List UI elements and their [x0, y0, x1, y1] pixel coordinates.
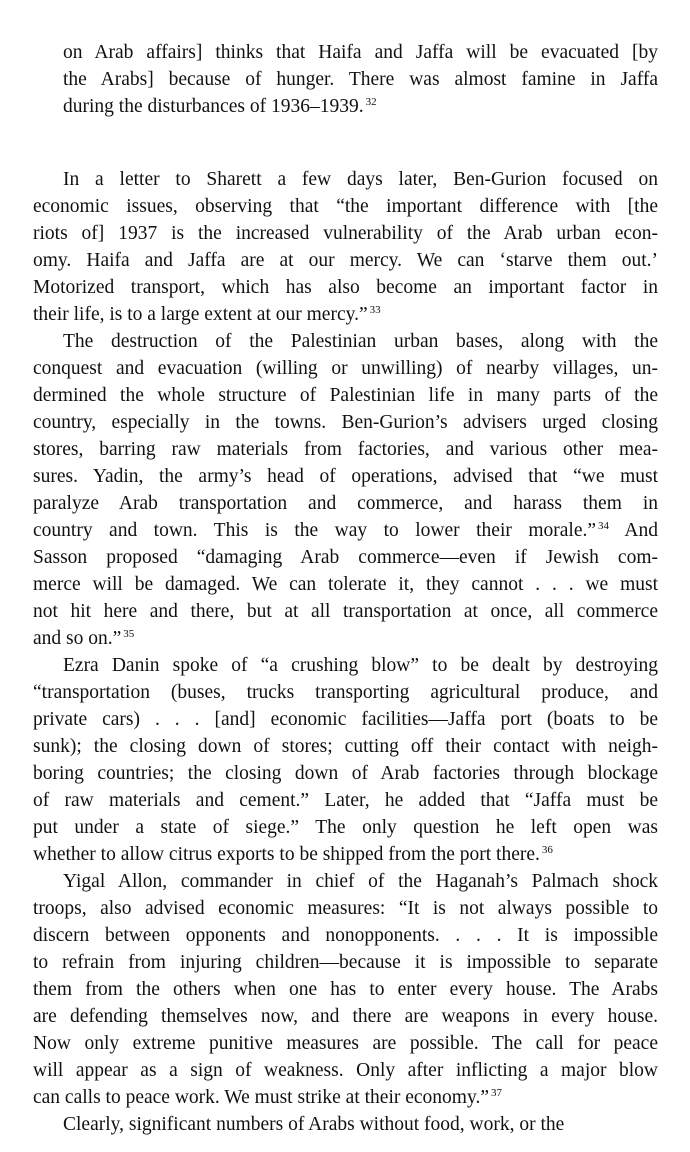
- text-line: [33, 814, 658, 841]
- text-line: [33, 247, 658, 274]
- text-line: [33, 274, 658, 301]
- footnote-marker: 37: [490, 1087, 502, 1099]
- line-text: on Arab affairs] thinks that Haifa and Jaffa will be evacuated [by: [63, 42, 658, 63]
- line-text: omy. Haifa and Jaffa are at our mercy. We can ‘starve them out.’: [33, 250, 658, 271]
- line-text: The destruction of the Palestinian urban bases, along with the: [63, 331, 658, 352]
- line-text: riots of] 1937 is the increased vulnerability of the Arab urban econ-: [33, 223, 658, 244]
- line-text: And: [609, 520, 658, 541]
- text-line: [63, 39, 658, 66]
- text-line: [63, 93, 658, 120]
- paragraph: [33, 328, 658, 652]
- line-text: stores, barring raw materials from factories, and various other mea-: [33, 439, 658, 460]
- line-text: sures. Yadin, the army’s head of operations, advised that “we must: [33, 466, 658, 487]
- text-line: [33, 382, 658, 409]
- line-text: “transportation (buses, trucks transporting agricultural produce, and: [33, 682, 658, 703]
- text-line: [33, 571, 658, 598]
- text-line: [33, 841, 658, 868]
- text-line: [33, 1084, 658, 1111]
- line-text: merce will be damaged. We can tolerate it, they cannot . . . we must: [33, 574, 658, 595]
- block-quote: [33, 39, 658, 120]
- line-text: the Arabs] because of hunger. There was almost famine in Jaffa: [63, 69, 658, 90]
- paragraph: [33, 166, 658, 328]
- line-text: during the disturbances of 1936–1939.: [63, 96, 364, 117]
- text-line: [33, 706, 658, 733]
- line-text: country and town. This is the way to lower their morale.”: [33, 520, 596, 541]
- line-text: boring countries; the closing down of Arab factories through blockage: [33, 763, 658, 784]
- line-text: In a letter to Sharett a few days later, Ben-Gurion focused on: [63, 169, 658, 190]
- text-line: [33, 463, 658, 490]
- line-text: paralyze Arab transportation and commerce, and harass them in: [33, 493, 658, 514]
- line-text: Motorized transport, which has also become an important factor in: [33, 277, 658, 298]
- paragraph-gap: [33, 120, 658, 166]
- line-text: their life, is to a large extent at our mercy.”: [33, 304, 368, 325]
- line-text: and so on.”: [33, 628, 122, 649]
- paragraph: [33, 652, 658, 868]
- line-text: sunk); the closing down of stores; cutting off their contact with neigh-: [33, 736, 658, 757]
- text-line: [33, 355, 658, 382]
- line-text: private cars) . . . [and] economic facilities—Jaffa port (boats to be: [33, 709, 658, 730]
- line-text: Yigal Allon, commander in chief of the Haganah’s Palmach shock: [63, 871, 658, 892]
- line-text: Now only extreme punitive measures are possible. The call for peace: [33, 1033, 658, 1054]
- line-text: can calls to peace work. We must strike at their economy.”: [33, 1087, 489, 1108]
- line-text: Sasson proposed “damaging Arab commerce—even if Jewish com-: [33, 547, 658, 568]
- line-text: not hit here and there, but at all transportation at once, all commerce: [33, 601, 658, 622]
- line-text: conquest and evacuation (willing or unwilling) of nearby villages, un-: [33, 358, 658, 379]
- text-line: [33, 652, 658, 679]
- text-line: [33, 976, 658, 1003]
- document-page: [33, 39, 658, 1138]
- text-line: [33, 598, 658, 625]
- text-line: [33, 787, 658, 814]
- line-text: Ezra Danin spoke of “a crushing blow” to be dealt by destroying: [63, 655, 658, 676]
- line-text: them from the others when one has to enter every house. The Arabs: [33, 979, 658, 1000]
- text-line: [33, 1003, 658, 1030]
- line-text: are defending themselves now, and there are weapons in every house.: [33, 1006, 658, 1027]
- text-line: [33, 436, 658, 463]
- line-text: country, especially in the towns. Ben-Gurion’s advisers urged closing: [33, 412, 658, 433]
- line-text: dermined the whole structure of Palestinian life in many parts of the: [33, 385, 658, 406]
- line-text: put under a state of siege.” The only question he left open was: [33, 817, 658, 838]
- line-text: to refrain from injuring children—because it is impossible to separate: [33, 952, 658, 973]
- line-text: discern between opponents and nonopponents. . . . It is impossible: [33, 925, 658, 946]
- footnote-marker: 32: [365, 96, 377, 108]
- text-line: [33, 517, 658, 544]
- text-line: [33, 1111, 658, 1138]
- text-line: [33, 220, 658, 247]
- line-text: troops, also advised economic measures: “It is not always possible to: [33, 898, 658, 919]
- text-line: [33, 922, 658, 949]
- footnote-marker: 36: [541, 844, 553, 856]
- text-line: [33, 490, 658, 517]
- line-text: will appear as a sign of weakness. Only after inflicting a major blow: [33, 1060, 658, 1081]
- text-line: [33, 625, 658, 652]
- line-text: economic issues, observing that “the important difference with [the: [33, 196, 658, 217]
- text-line: [33, 301, 658, 328]
- text-line: [33, 895, 658, 922]
- text-line: [33, 949, 658, 976]
- text-line: [33, 409, 658, 436]
- text-line: [33, 679, 658, 706]
- line-text: Clearly, significant numbers of Arabs without food, work, or the: [63, 1114, 565, 1135]
- text-line: [33, 166, 658, 193]
- text-line: [33, 544, 658, 571]
- footnote-marker: 34: [598, 520, 609, 532]
- text-line: [33, 328, 658, 355]
- text-line: [33, 1030, 658, 1057]
- text-line: [33, 760, 658, 787]
- paragraph: [33, 868, 658, 1111]
- text-line: [33, 1057, 658, 1084]
- footnote-marker: 35: [123, 628, 135, 640]
- footnote-marker: 33: [369, 304, 381, 316]
- line-text: whether to allow citrus exports to be shipped from the port there.: [33, 844, 540, 865]
- paragraph: [33, 1111, 658, 1138]
- text-line: [63, 66, 658, 93]
- text-line: [33, 193, 658, 220]
- line-text: of raw materials and cement.” Later, he added that “Jaffa must be: [33, 790, 658, 811]
- text-line: [33, 868, 658, 895]
- text-line: [33, 733, 658, 760]
